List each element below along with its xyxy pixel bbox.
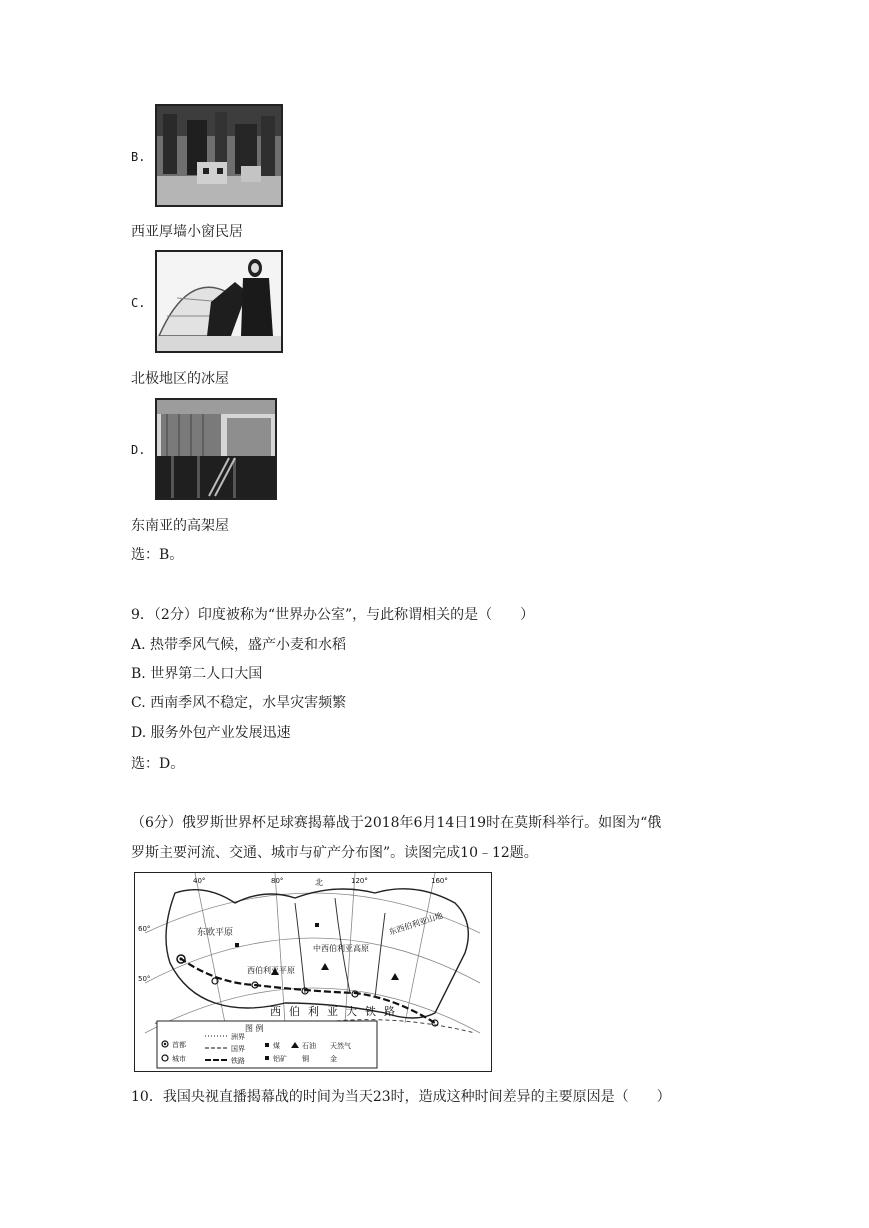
answer-prev: 选：B。: [131, 547, 184, 563]
q9-stem: 9．（2分）印度被称为“世界办公室”，与此称谓相关的是（ ）: [131, 607, 535, 623]
map-label-west-siberian-plain: 西伯利亚平原: [247, 966, 295, 975]
option-c-caption: 北极地区的冰屋: [131, 371, 229, 387]
map-label-railway: 西伯利亚大铁路: [270, 1005, 403, 1018]
option-b-letter: B.: [131, 150, 146, 164]
option-b-caption: 西亚厚墙小窗民居: [131, 224, 243, 240]
map-label-lat60: 60°: [138, 925, 151, 933]
map-legend-capital: 首都: [172, 1041, 186, 1049]
map-label-east-siberian-mountains: 东西伯利亚山地: [387, 911, 444, 937]
map-legend-copper: 铜: [302, 1055, 309, 1063]
option-b-photo: [155, 104, 283, 207]
map-label-lat50: 50°: [138, 975, 151, 983]
map-legend-city: 城市: [172, 1055, 186, 1063]
q10-stem: 10．我国央视直播揭幕战的时间为当天23时，造成这种时间差异的主要原因是（ ）: [131, 1089, 671, 1105]
map-legend-country-border: 国界: [231, 1045, 245, 1053]
map-legend-gas: 天然气: [330, 1042, 351, 1050]
map-legend-aluminum: 铝矿: [273, 1055, 287, 1063]
option-d-caption: 东南亚的高架屋: [131, 518, 229, 534]
map-label-north: 北: [315, 878, 323, 887]
map-label-lon40: 40°: [193, 877, 206, 885]
map-label-lon120: 120°: [351, 877, 368, 885]
map-legend-title: 图 例: [245, 1024, 264, 1033]
map-legend-continent-border: 洲界: [231, 1033, 245, 1041]
q9-answer: 选：D。: [131, 756, 185, 772]
map-legend-coal: 煤: [273, 1042, 280, 1050]
option-d-letter: D.: [131, 443, 146, 457]
q9-option-a: A. 热带季风气候，盛产小麦和水稻: [131, 637, 347, 653]
map-label-lon80: 80°: [271, 877, 284, 885]
thick-wall-house-image: [157, 106, 281, 205]
igloo-image: [157, 252, 281, 351]
q9-option-c: C. 西南季风不稳定，水旱灾害频繁: [131, 695, 347, 711]
option-d-photo: [155, 398, 277, 500]
map-legend-gold: 金: [330, 1055, 337, 1063]
map-legend-oil: 石油: [302, 1042, 316, 1050]
russia-map-drawing: [135, 873, 490, 1070]
map-label-lon160: 160°: [431, 877, 448, 885]
q9-option-d: D. 服务外包产业发展迅速: [131, 725, 291, 741]
map-label-central-siberian-plateau: 中西伯利亚高原: [313, 944, 369, 953]
map-label-east-european-plain: 东欧平原: [197, 928, 234, 938]
russia-map: [134, 872, 492, 1072]
group-intro-line2: 罗斯主要河流、交通、城市与矿产分布图”。读图完成10﹣12题。: [131, 845, 538, 861]
group-intro-line1: （6分）俄罗斯世界杯足球赛揭幕战于2018年6月14日19时在莫斯科举行。如图为“俄: [131, 815, 662, 831]
option-c-letter: C.: [131, 296, 146, 310]
stilt-house-image: [157, 400, 275, 498]
q9-option-b: B. 世界第二人口大国: [131, 666, 263, 682]
option-c-photo: [155, 250, 283, 353]
map-legend-railway: 铁路: [231, 1057, 245, 1065]
